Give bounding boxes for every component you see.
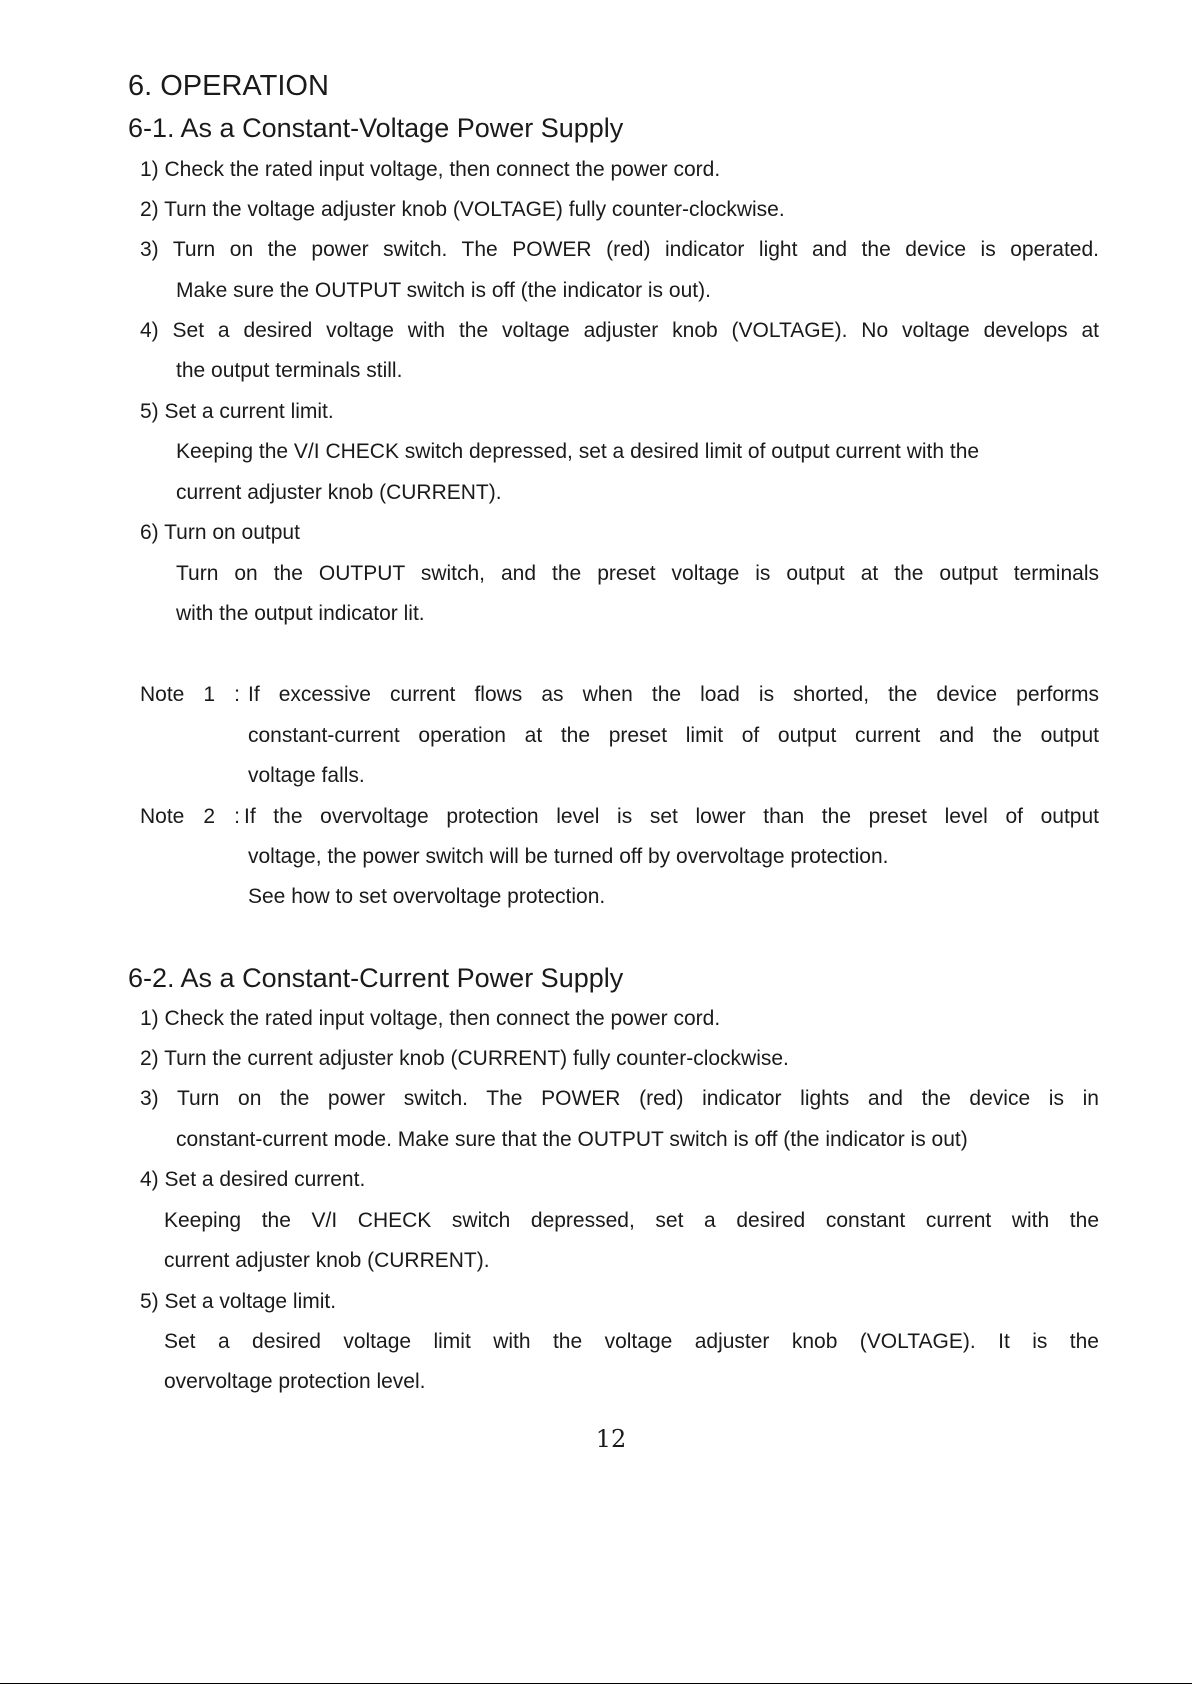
note-2-line-3: See how to set overvoltage protection. <box>248 885 606 908</box>
subsection-heading-cv: 6-1. As a Constant-Voltage Power Supply <box>128 113 624 143</box>
cv-step-2: 2) Turn the voltage adjuster knob (VOLTAGE) fully counter-clockwise. <box>140 198 785 221</box>
cc-step-3-line-1: 3) Turn on the power switch. The POWER (red) indicator lights and the device is in <box>140 1087 1099 1110</box>
cc-step-3-line-2: constant-current mode. Make sure that the OUTPUT switch is off (the indicator is out) <box>176 1128 968 1151</box>
note-2-line-2: voltage, the power switch will be turned off by overvoltage protection. <box>248 845 889 868</box>
cv-step-5-line-1: 5) Set a current limit. <box>140 400 334 423</box>
note-1-line-1: If excessive current flows as when the load is shorted, the device performs <box>248 683 1099 706</box>
cv-step-6-line-1: 6) Turn on output <box>140 521 300 544</box>
page-number: 12 <box>595 1425 627 1453</box>
cv-step-6-line-2: Turn on the OUTPUT switch, and the preset voltage is output at the output terminals <box>176 562 1099 585</box>
cc-step-4-line-1: 4) Set a desired current. <box>140 1168 366 1191</box>
subsection-heading-cc: 6-2. As a Constant-Current Power Supply <box>128 963 624 993</box>
cc-step-5-line-2: Set a desired voltage limit with the voltage adjuster knob (VOLTAGE). It is the <box>164 1330 1099 1353</box>
cv-step-4-line-2: the output terminals still. <box>176 359 403 382</box>
note-2-line-1: If the overvoltage protection level is set lower than the preset level of output <box>244 805 1099 828</box>
cv-step-3-line-1: 3) Turn on the power switch. The POWER (red) indicator light and the device is operated. <box>140 238 1099 261</box>
cv-step-4-line-1: 4) Set a desired voltage with the voltage adjuster knob (VOLTAGE). No voltage develops at <box>140 319 1099 342</box>
section-title: 6. OPERATION <box>128 70 329 102</box>
cc-step-5-line-1: 5) Set a voltage limit. <box>140 1290 337 1313</box>
note-1-label: Note 1 : <box>140 683 240 706</box>
cv-step-1: 1) Check the rated input voltage, then connect the power cord. <box>140 158 721 181</box>
cc-step-2: 2) Turn the current adjuster knob (CURRENT) fully counter-clockwise. <box>140 1047 789 1070</box>
note-2-label: Note 2 : <box>140 805 240 828</box>
bottom-edge-line <box>0 1683 1192 1684</box>
note-1-line-2: constant-current operation at the preset limit of output current and the output <box>248 724 1099 747</box>
cv-step-6-line-3: with the output indicator lit. <box>176 602 425 625</box>
cc-step-5-line-3: overvoltage protection level. <box>164 1370 426 1393</box>
cc-step-4-line-2: Keeping the V/I CHECK switch depressed, set a desired constant current with the <box>164 1209 1099 1232</box>
cc-step-1: 1) Check the rated input voltage, then connect the power cord. <box>140 1007 721 1030</box>
cc-step-4-line-3: current adjuster knob (CURRENT). <box>164 1249 490 1272</box>
cv-step-3-line-2: Make sure the OUTPUT switch is off (the indicator is out). <box>176 279 711 302</box>
note-1-line-3: voltage falls. <box>248 764 365 787</box>
cv-step-5-line-3: current adjuster knob (CURRENT). <box>176 481 502 504</box>
cv-step-5-line-2: Keeping the V/I CHECK switch depressed, set a desired limit of output current with the <box>176 440 980 463</box>
